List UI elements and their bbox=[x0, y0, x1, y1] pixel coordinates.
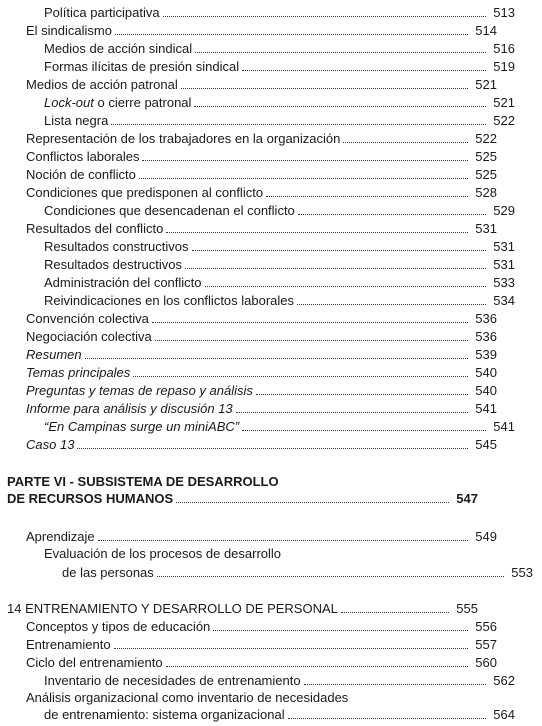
toc-entry-title: Resultados del conflicto bbox=[26, 221, 164, 236]
toc-entry[interactable] bbox=[0, 128, 506, 146]
toc-entry[interactable] bbox=[0, 272, 524, 290]
toc-entry[interactable] bbox=[0, 362, 506, 380]
toc-entry[interactable] bbox=[0, 164, 506, 182]
toc-entry-page: 556 bbox=[475, 619, 497, 634]
toc-entry[interactable] bbox=[0, 182, 506, 200]
dot-leader bbox=[266, 196, 468, 197]
toc-entry[interactable] bbox=[0, 416, 524, 434]
toc-entry-title: Medios de acción sindical bbox=[44, 41, 193, 56]
toc-entry[interactable] bbox=[0, 218, 506, 236]
toc-entry-title: Ciclo del entrenamiento bbox=[26, 655, 163, 670]
dot-leader bbox=[85, 358, 468, 359]
toc-entry[interactable] bbox=[0, 616, 506, 634]
toc-entry-page: 564 bbox=[493, 707, 515, 722]
toc-entry-page: 521 bbox=[475, 77, 497, 92]
toc-entry-title: Temas principales bbox=[26, 365, 131, 380]
toc-entry-page: 522 bbox=[475, 131, 497, 146]
toc-entry[interactable] bbox=[0, 92, 524, 110]
toc-entry[interactable] bbox=[0, 380, 506, 398]
toc-entry[interactable] bbox=[0, 398, 506, 416]
toc-entry-title: Entrenamiento bbox=[26, 637, 111, 652]
dot-leader bbox=[192, 250, 486, 251]
toc-entry[interactable] bbox=[0, 38, 524, 56]
part-heading-line2: DE RECURSOS HUMANOS bbox=[7, 491, 174, 506]
dot-leader bbox=[115, 34, 468, 35]
toc-entry[interactable] bbox=[0, 254, 524, 272]
toc-entry-page: 536 bbox=[475, 311, 497, 326]
dot-leader bbox=[195, 52, 486, 53]
toc-entry-title: Conceptos y tipos de educación bbox=[26, 619, 211, 634]
toc-entry-title: Preguntas y temas de repaso y análisis bbox=[26, 383, 253, 398]
toc-entry-page: 540 bbox=[475, 383, 497, 398]
toc-entry-title-line2: de las personas bbox=[62, 565, 154, 580]
dot-leader bbox=[166, 666, 468, 667]
toc-entry-page: 562 bbox=[493, 673, 515, 688]
toc-entry-title: Resumen bbox=[26, 347, 82, 362]
dot-leader bbox=[139, 178, 468, 179]
dot-leader bbox=[155, 340, 468, 341]
dot-leader bbox=[194, 106, 486, 107]
toc-entry-page: 531 bbox=[493, 257, 515, 272]
toc-entry[interactable] bbox=[0, 562, 542, 580]
toc-entry-page: 516 bbox=[493, 41, 515, 56]
toc-entry[interactable] bbox=[0, 74, 506, 92]
chapter-page: 555 bbox=[456, 601, 478, 616]
part-heading-page: 547 bbox=[456, 491, 478, 506]
toc-entry[interactable] bbox=[0, 200, 524, 218]
dot-leader bbox=[166, 232, 468, 233]
dot-leader bbox=[114, 648, 468, 649]
toc-entry-title: Resultados destructivos bbox=[44, 257, 183, 272]
dot-leader bbox=[288, 718, 486, 719]
toc-entry-page: 514 bbox=[475, 23, 497, 38]
toc-entry-page: 531 bbox=[475, 221, 497, 236]
toc-entry-title-rest: o cierre patronal bbox=[93, 95, 192, 110]
dot-leader bbox=[256, 394, 468, 395]
toc-entry-title: Formas ilícitas de presión sindical bbox=[44, 59, 240, 74]
toc-entry-page: 549 bbox=[475, 529, 497, 544]
toc-entry-title: Informe para análisis y discusión 13 bbox=[26, 401, 233, 416]
dot-leader bbox=[242, 430, 486, 431]
toc-entry[interactable] bbox=[0, 526, 506, 544]
dot-leader bbox=[341, 612, 449, 613]
toc-entry[interactable] bbox=[0, 634, 506, 652]
toc-entry-page: 525 bbox=[475, 149, 497, 164]
toc-entry[interactable] bbox=[0, 704, 524, 722]
dot-leader bbox=[77, 448, 468, 449]
toc-entry-title: El sindicalismo bbox=[26, 23, 112, 38]
toc-entry[interactable] bbox=[0, 236, 524, 254]
toc-entry-page: 541 bbox=[475, 401, 497, 416]
toc-entry-title-line2: de entrenamiento: sistema organizacional bbox=[44, 707, 285, 722]
dot-leader bbox=[242, 70, 486, 71]
toc-entry-title: Resultados constructivos bbox=[44, 239, 189, 254]
toc-entry-title: Condiciones que predisponen al conflicto bbox=[26, 185, 264, 200]
dot-leader bbox=[181, 88, 468, 89]
part-heading-line1: PARTE VI - SUBSISTEMA DE DESARROLLO bbox=[7, 474, 279, 489]
toc-entry-page: 513 bbox=[493, 5, 515, 20]
toc-entry-page: 528 bbox=[475, 185, 497, 200]
toc-entry-title: Convención colectiva bbox=[26, 311, 149, 326]
toc-entry[interactable] bbox=[0, 670, 524, 688]
toc-entry-page: 557 bbox=[475, 637, 497, 652]
toc-entry-page: 560 bbox=[475, 655, 497, 670]
toc-entry-title: “En Campinas surge un miniABC” bbox=[44, 419, 240, 434]
dot-leader bbox=[152, 322, 468, 323]
dot-leader bbox=[298, 214, 486, 215]
toc-entry-page: 536 bbox=[475, 329, 497, 344]
toc-entry-title-line1: Análisis organizacional como inventario de necesidades bbox=[26, 690, 349, 705]
toc-entry[interactable] bbox=[0, 308, 506, 326]
toc-entry-title: Inventario de necesidades de entrenamiento bbox=[44, 673, 301, 688]
toc-entry[interactable] bbox=[0, 2, 524, 20]
toc-entry-page: 529 bbox=[493, 203, 515, 218]
toc-entry-title: Medios de acción patronal bbox=[26, 77, 178, 92]
part-heading[interactable] bbox=[0, 488, 487, 506]
chapter-heading[interactable] bbox=[0, 598, 487, 616]
toc-entry[interactable] bbox=[0, 56, 524, 74]
toc-entry-page: 522 bbox=[493, 113, 515, 128]
toc-entry[interactable] bbox=[0, 344, 506, 362]
toc-entry-page: 553 bbox=[511, 565, 533, 580]
toc-entry-title: Administración del conflicto bbox=[44, 275, 202, 290]
toc-entry-page: 545 bbox=[475, 437, 497, 452]
toc-entry-title-line1: Evaluación de los procesos de desarrollo bbox=[44, 546, 282, 561]
toc-entry-page: 541 bbox=[493, 419, 515, 434]
dot-leader bbox=[133, 376, 468, 377]
dot-leader bbox=[304, 684, 486, 685]
dot-leader bbox=[236, 412, 468, 413]
toc-entry-page: 539 bbox=[475, 347, 497, 362]
toc-entry[interactable] bbox=[0, 20, 506, 38]
toc-entry-title: Aprendizaje bbox=[26, 529, 95, 544]
toc-entry-page: 519 bbox=[493, 59, 515, 74]
toc-entry[interactable] bbox=[0, 290, 524, 308]
dot-leader bbox=[157, 576, 504, 577]
toc-entry-page: 531 bbox=[493, 239, 515, 254]
toc-entry-title: Negociación colectiva bbox=[26, 329, 152, 344]
chapter-title: 14 ENTRENAMIENTO Y DESARROLLO DE PERSONAL bbox=[7, 601, 338, 616]
toc-entry-title: Política participativa bbox=[44, 5, 160, 20]
toc-entry-title: Noción de conflicto bbox=[26, 167, 136, 182]
toc-entry[interactable] bbox=[0, 652, 506, 670]
toc-entry-page: 534 bbox=[493, 293, 515, 308]
dot-leader bbox=[176, 502, 449, 503]
toc-entry-title: Caso 13 bbox=[26, 437, 75, 452]
dot-leader bbox=[297, 304, 486, 305]
toc-entry[interactable] bbox=[0, 326, 506, 344]
toc-entry[interactable] bbox=[0, 110, 524, 128]
toc-entry-page: 521 bbox=[493, 95, 515, 110]
dot-leader bbox=[111, 124, 486, 125]
dot-leader bbox=[185, 268, 486, 269]
toc-entry-page: 533 bbox=[493, 275, 515, 290]
toc-entry-title: Reivindicaciones en los conflictos laborales bbox=[44, 293, 295, 308]
toc-entry-title: Condiciones que desencadenan el conflicto bbox=[44, 203, 295, 218]
dot-leader bbox=[343, 142, 468, 143]
toc-entry-title: Representación de los trabajadores en la organización bbox=[26, 131, 341, 146]
dot-leader bbox=[142, 160, 468, 161]
dot-leader bbox=[98, 540, 468, 541]
dot-leader bbox=[163, 16, 486, 17]
toc-entry-title: Conflictos laborales bbox=[26, 149, 140, 164]
toc-entry-title bbox=[44, 95, 191, 110]
toc-entry-title-italic: Lock-out bbox=[44, 95, 94, 110]
toc-entry-page: 540 bbox=[475, 365, 497, 380]
toc-entry[interactable] bbox=[0, 434, 506, 452]
toc-entry[interactable] bbox=[0, 146, 506, 164]
toc-entry-title: Lista negra bbox=[44, 113, 109, 128]
toc-entry-page: 525 bbox=[475, 167, 497, 182]
dot-leader bbox=[213, 630, 468, 631]
dot-leader bbox=[205, 286, 486, 287]
